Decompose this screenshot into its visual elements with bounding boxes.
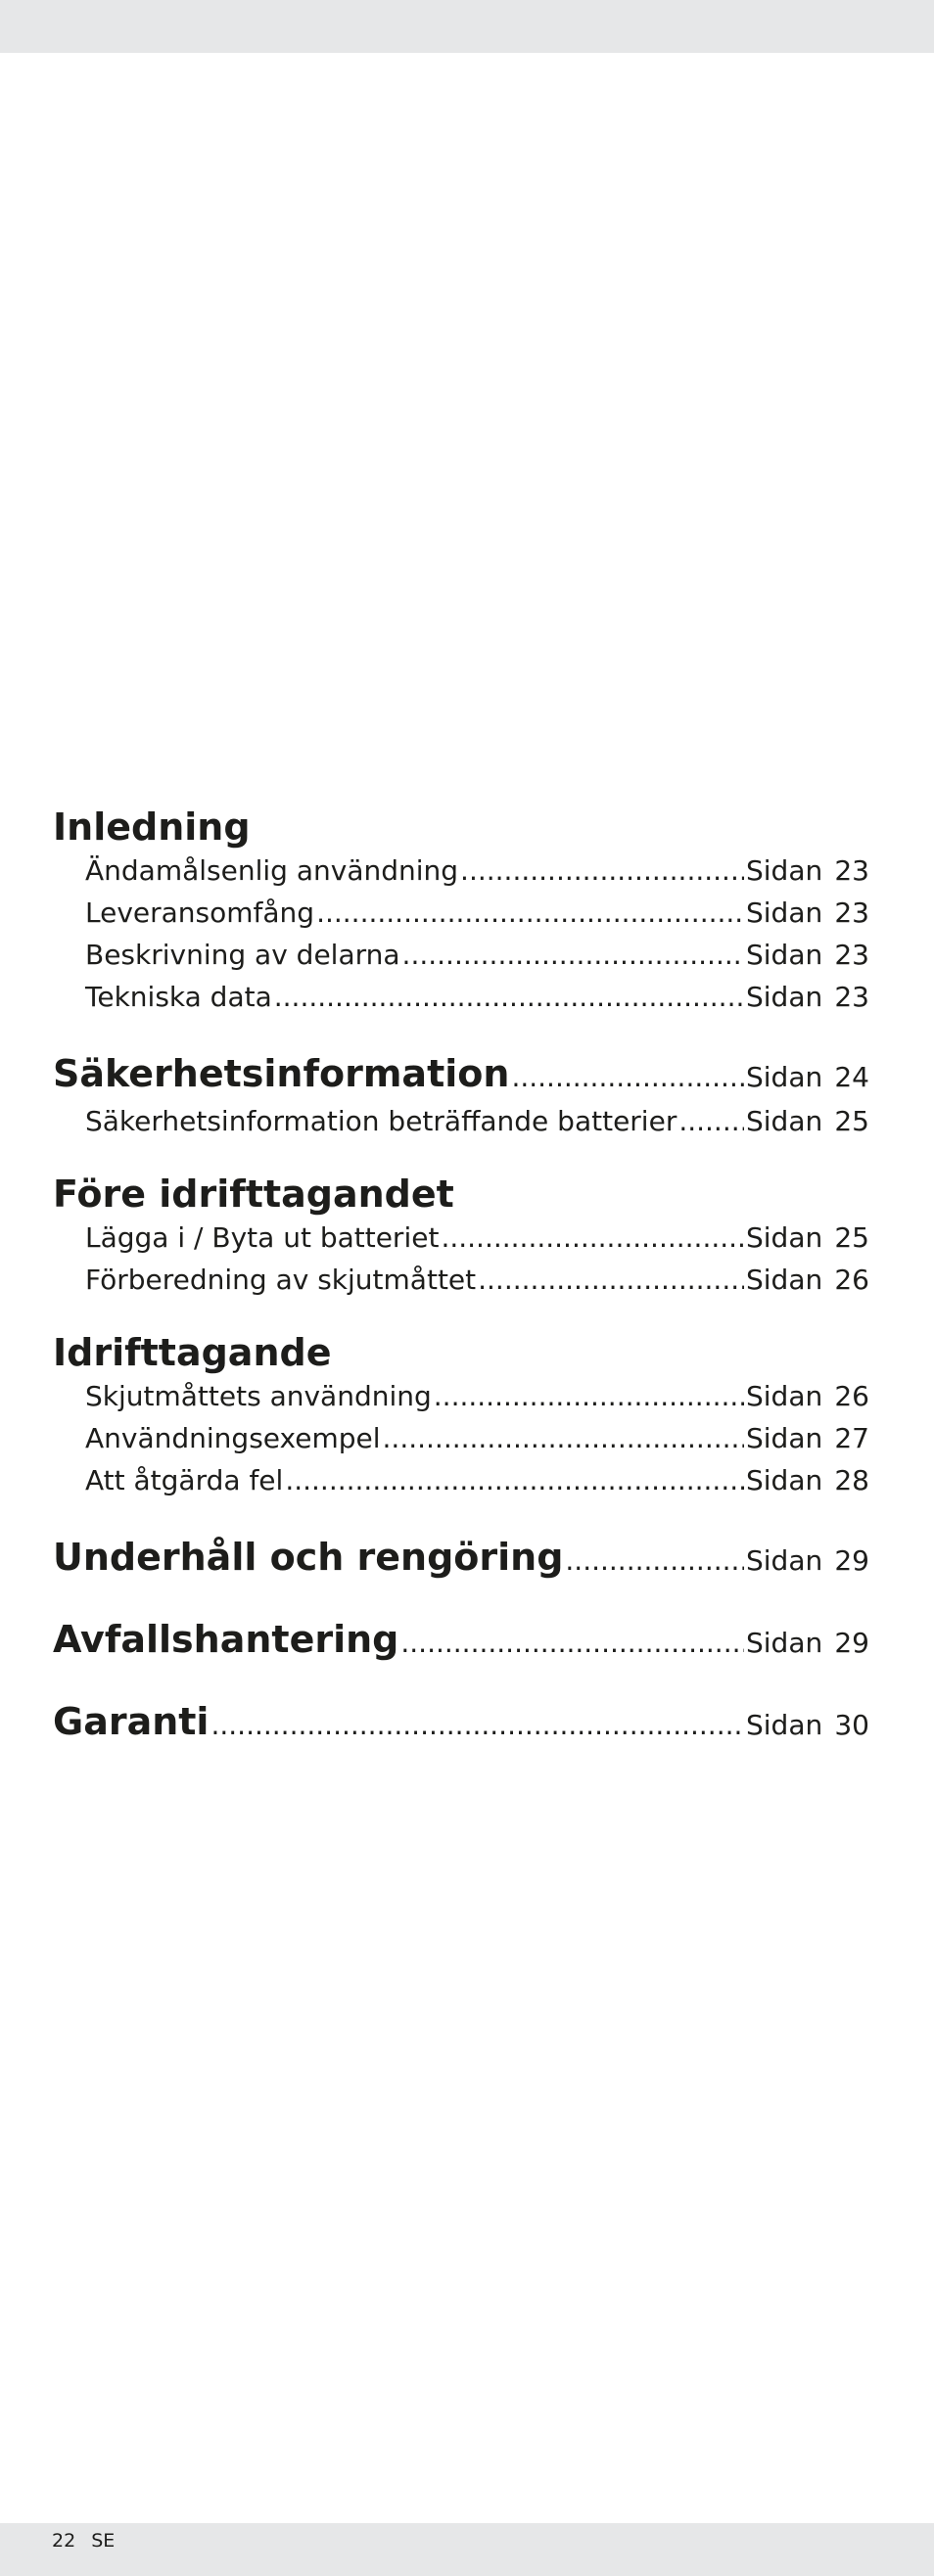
dot-leader <box>441 1217 744 1259</box>
toc-entry-label: Lägga i / Byta ut batteriet <box>85 1221 440 1254</box>
toc-section-inledning <box>53 805 869 1018</box>
toc-entry-page-number: 27 <box>834 1422 869 1454</box>
toc-entry-page-word: Sidan <box>746 1264 823 1296</box>
toc-entry-page-number: 23 <box>834 981 869 1013</box>
toc-entry-label: Beskrivning av delarna <box>85 939 400 971</box>
toc-entry-page-number: 23 <box>834 854 869 887</box>
toc-entry-page-number: 26 <box>834 1380 869 1412</box>
toc-entry[interactable] <box>53 1259 869 1301</box>
toc-entry-label: Skjutmåttets användning <box>85 1380 432 1412</box>
dot-leader <box>402 934 744 976</box>
toc-entry[interactable] <box>53 1459 869 1501</box>
toc-major-entry-label: Säkerhetsinformation <box>53 1052 510 1095</box>
toc-entry-page-number: 25 <box>834 1221 869 1254</box>
toc-entry-page-word: Sidan <box>746 1061 823 1093</box>
toc-major-entry[interactable] <box>53 1531 869 1584</box>
toc-entry-page-word: Sidan <box>746 939 823 971</box>
toc-entry[interactable] <box>53 1217 869 1259</box>
toc-entry[interactable] <box>53 892 869 934</box>
toc-entry-page-word: Sidan <box>746 897 823 929</box>
toc-entry-page-word: Sidan <box>746 1221 823 1254</box>
toc-entry-page-number: 23 <box>834 897 869 929</box>
toc-entry-label: Att åtgärda fel <box>85 1464 284 1496</box>
toc-entry-page-number: 28 <box>834 1464 869 1496</box>
toc-major-entry-label: Garanti <box>53 1700 210 1743</box>
toc-entry[interactable] <box>53 934 869 976</box>
toc-entry-page-word: Sidan <box>746 1709 823 1741</box>
language-code: SE <box>91 2530 116 2552</box>
toc-major-entry[interactable] <box>53 1047 869 1100</box>
toc-entry-page-word: Sidan <box>746 1464 823 1496</box>
toc-major-entry[interactable] <box>53 1695 869 1748</box>
toc-entry[interactable] <box>53 976 869 1018</box>
dot-leader <box>478 1259 744 1301</box>
toc-entry-label: Säkerhetsinformation beträffande batterier <box>85 1105 677 1137</box>
dot-leader <box>274 976 744 1018</box>
dot-leader <box>400 1617 744 1670</box>
toc-entry-page-number: 30 <box>834 1709 869 1741</box>
toc-entry-label: Leveransomfång <box>85 897 315 929</box>
toc-entry[interactable] <box>53 1417 869 1459</box>
toc-section-sakerhetsinformation <box>53 1047 869 1142</box>
toc-entry-page-word: Sidan <box>746 1422 823 1454</box>
section-heading: Idrifttagande <box>53 1331 332 1374</box>
toc-section-underhall <box>53 1531 869 1584</box>
toc-entry-page-number: 24 <box>834 1061 869 1093</box>
toc-entry-page-word: Sidan <box>746 1380 823 1412</box>
toc-entry[interactable] <box>53 1375 869 1417</box>
toc-entry-label: Användningsexempel <box>85 1422 381 1454</box>
toc-section-garanti <box>53 1695 869 1748</box>
toc-entry-page-word: Sidan <box>746 854 823 887</box>
toc-section-idrifttagande <box>53 1330 869 1501</box>
footer-band <box>0 2523 934 2576</box>
toc-entry-page-word: Sidan <box>746 1544 823 1577</box>
page-footer <box>52 2529 115 2553</box>
dot-leader <box>285 1459 744 1501</box>
dot-leader <box>383 1417 744 1459</box>
section-heading: Före idrifttagandet <box>53 1173 454 1216</box>
dot-leader <box>678 1100 744 1142</box>
toc-entry-label: Tekniska data <box>85 981 272 1013</box>
dot-leader <box>210 1699 744 1752</box>
toc-section-avfallshantering <box>53 1613 869 1666</box>
toc-entry-page-number: 25 <box>834 1105 869 1137</box>
toc-entry-page-number: 29 <box>834 1544 869 1577</box>
toc-entry-page-number: 26 <box>834 1264 869 1296</box>
toc-entry-label: Förberedning av skjutmåttet <box>85 1264 477 1296</box>
top-band <box>0 0 934 53</box>
table-of-contents <box>53 805 869 1748</box>
toc-major-entry-label: Avfallshantering <box>53 1618 399 1661</box>
dot-leader <box>434 1375 744 1417</box>
toc-entry[interactable] <box>53 850 869 892</box>
toc-major-entry-label: Underhåll och rengöring <box>53 1536 564 1579</box>
toc-section-fore-idrifttagandet <box>53 1172 869 1301</box>
toc-entry[interactable] <box>53 1100 869 1142</box>
toc-entry-page-number: 23 <box>834 939 869 971</box>
page-number: 22 <box>52 2530 76 2552</box>
dot-leader <box>565 1535 744 1587</box>
toc-major-entry[interactable] <box>53 1613 869 1666</box>
dot-leader <box>316 892 744 934</box>
toc-entry-page-word: Sidan <box>746 981 823 1013</box>
toc-entry-label: Ändamålsenlig användning <box>85 854 459 887</box>
dot-leader <box>511 1051 744 1104</box>
toc-entry-page-word: Sidan <box>746 1105 823 1137</box>
toc-entry-page-number: 29 <box>834 1627 869 1659</box>
section-heading: Inledning <box>53 805 251 849</box>
dot-leader <box>460 850 744 892</box>
toc-entry-page-word: Sidan <box>746 1627 823 1659</box>
